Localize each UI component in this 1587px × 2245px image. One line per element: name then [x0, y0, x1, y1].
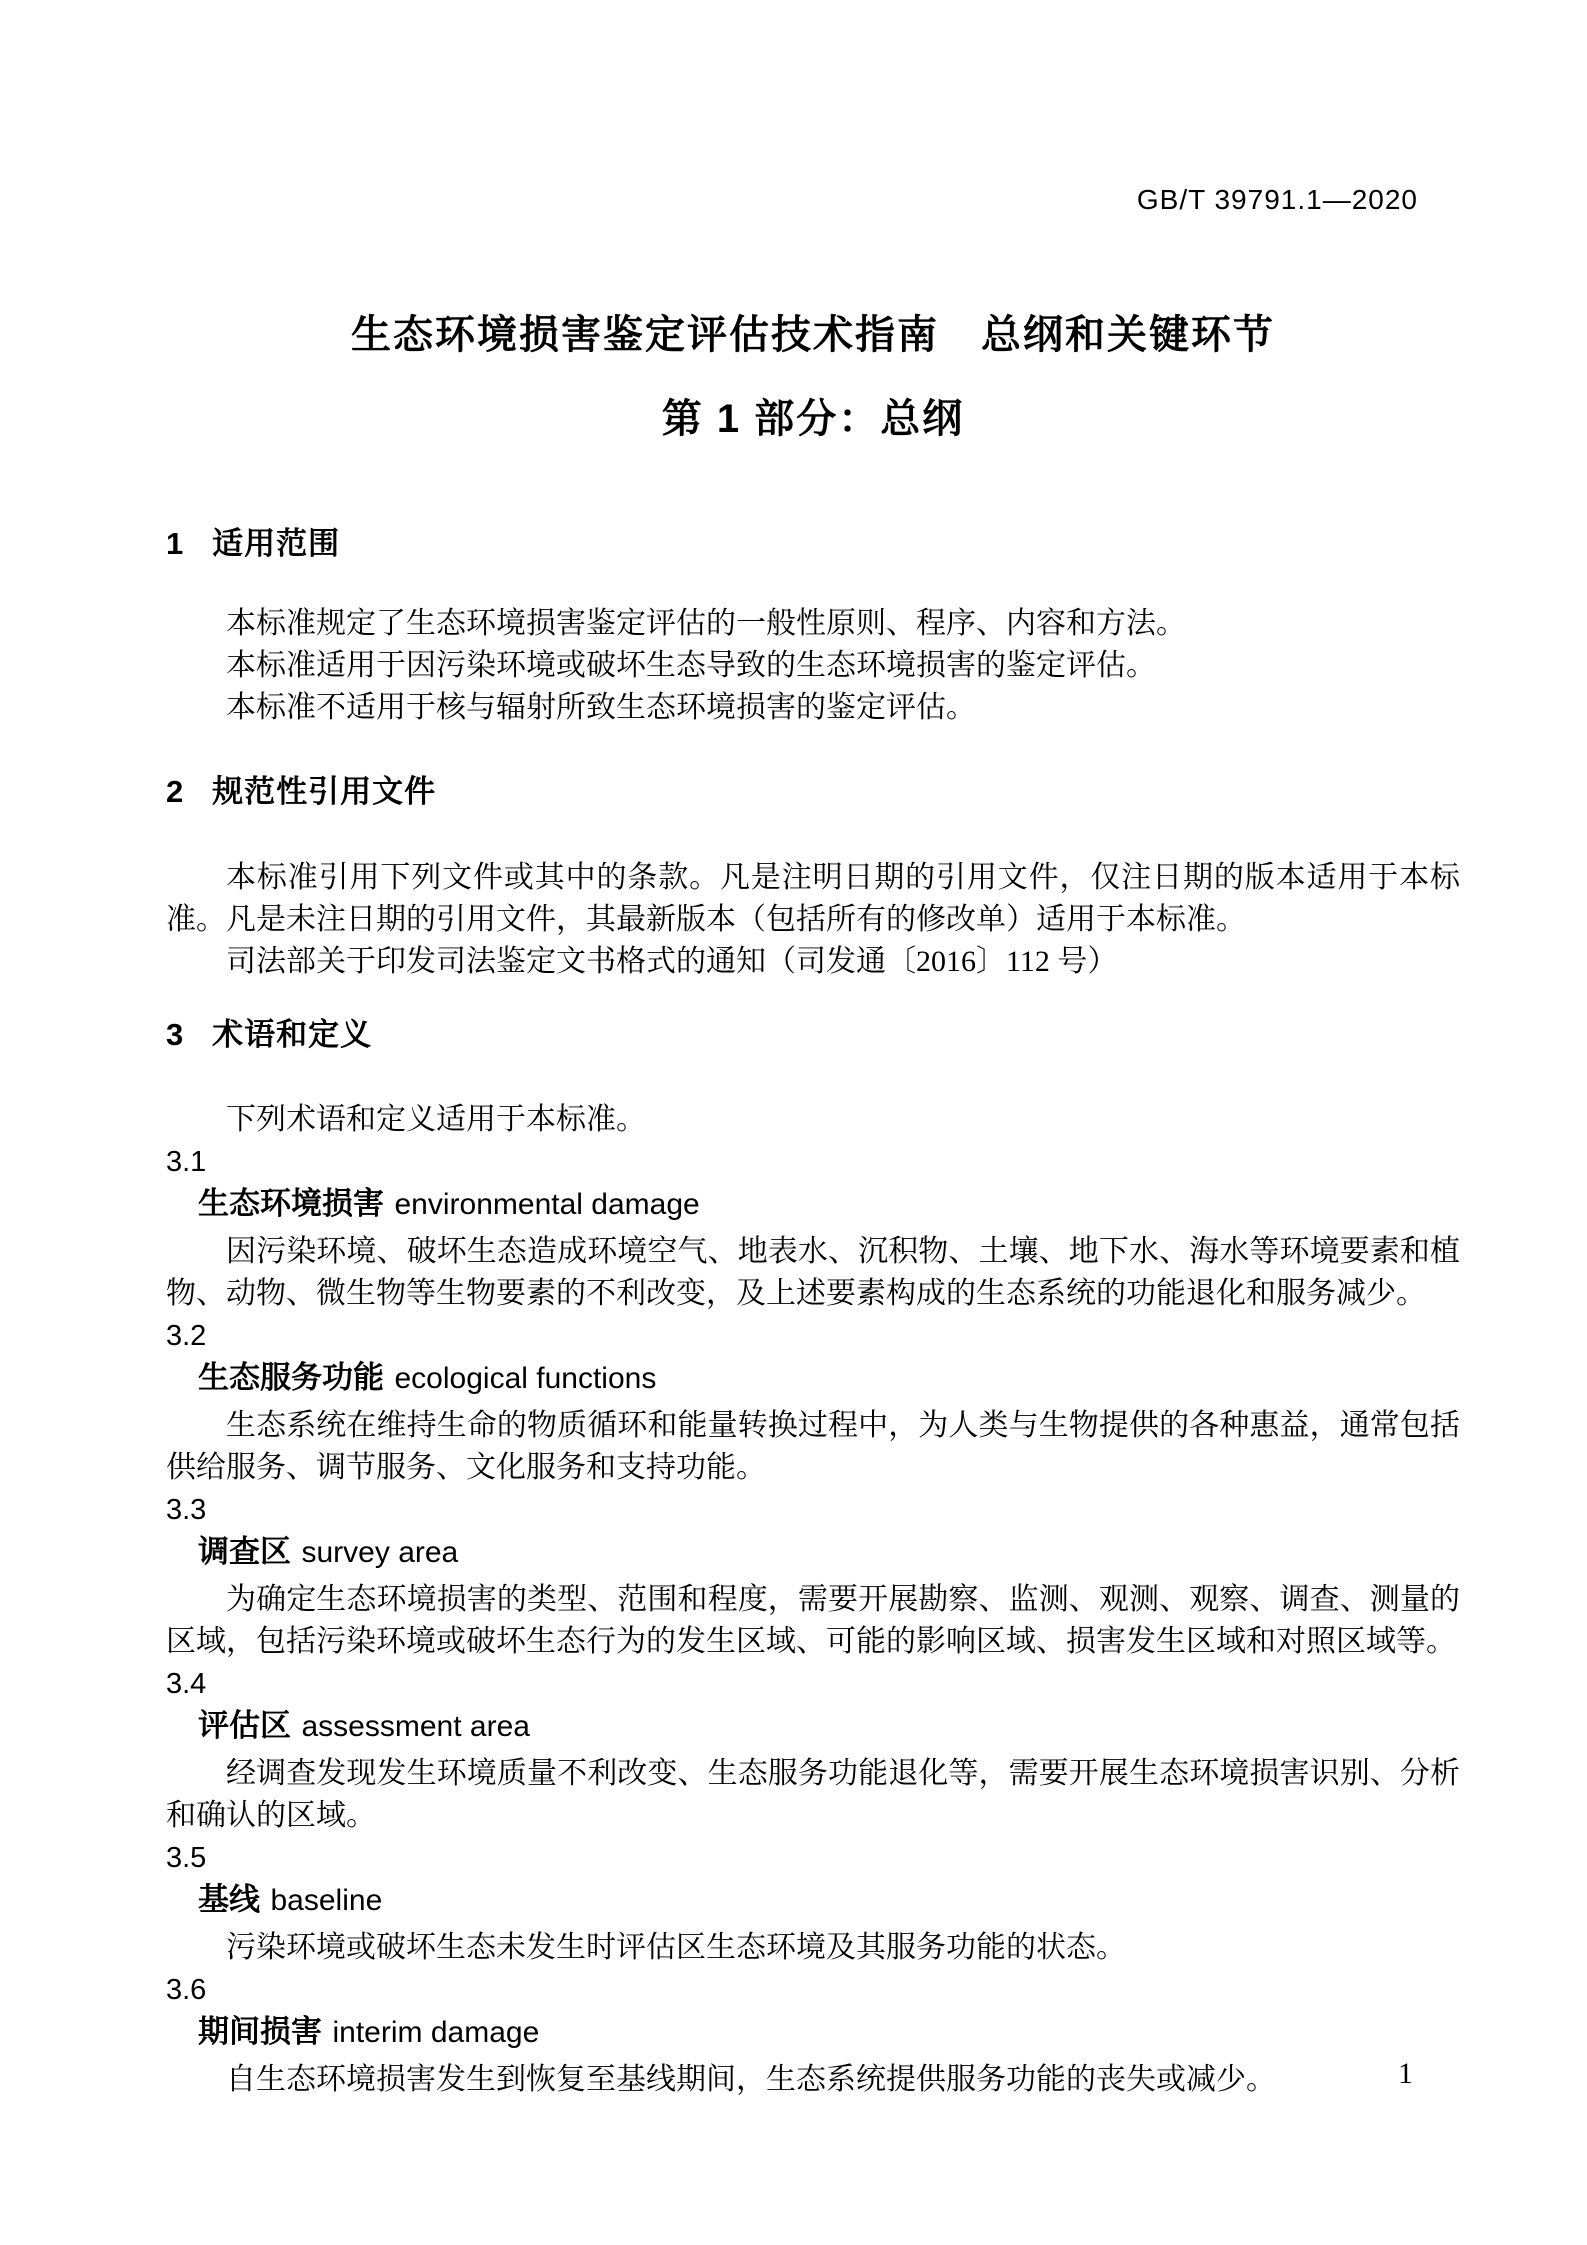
term-name-zh: 调查区 [198, 1534, 291, 1569]
term-definition: 经调查发现发生环境质量不利改变、生态服务功能退化等，需要开展生态环境损害识别、分析和确认的区域。 [166, 1757, 1460, 1832]
term-entry [166, 1489, 1460, 1663]
paragraph: 本标准引用下列文件或其中的条款。凡是注明日期的引用文件，仅注日期的版本适用于本标准。凡是未注日期的引用文件，其最新版本（包括所有的修改单）适用于本标准。 [166, 861, 1460, 936]
term-title [166, 1879, 1460, 1927]
term-name-en: ecological functions [394, 1362, 657, 1395]
term-number: 3.3 [166, 1494, 207, 1526]
section-3-number: 3 [166, 1017, 185, 1052]
term-definition: 生态系统在维持生命的物质循环和能量转换过程中，为人类与生物提供的各种惠益，通常包括供给服务、调节服务、文化服务和支持功能。 [166, 1409, 1460, 1484]
term-number: 3.6 [166, 1974, 207, 2006]
term-title [166, 1531, 1460, 1579]
term-number: 3.2 [166, 1320, 207, 1352]
term-title [166, 1357, 1460, 1405]
term-title [166, 2011, 1460, 2059]
paragraph: 本标准适用于因污染环境或破坏生态导致的生态环境损害的鉴定评估。 [226, 649, 1156, 682]
term-entry [166, 1663, 1460, 1837]
term-name-en: assessment area [301, 1710, 530, 1743]
term-entry [166, 1969, 1460, 2101]
term-name-en: baseline [270, 1884, 383, 1917]
paragraph: 本标准规定了生态环境损害鉴定评估的一般性原则、程序、内容和方法。 [226, 607, 1186, 640]
document-title-line2: 第 1 部分：总纲 [661, 397, 965, 441]
term-definition: 因污染环境、破坏生态造成环境空气、地表水、沉积物、土壤、地下水、海水等环境要素和植物、动物、微生物等生物要素的不利改变，及上述要素构成的生态系统的功能退化和服务减少。 [166, 1235, 1460, 1310]
page-number: 1 [1398, 2057, 1413, 2090]
section-2-heading [166, 770, 1460, 813]
term-definition: 污染环境或破坏生态未发生时评估区生态环境及其服务功能的状态。 [226, 1931, 1126, 1964]
term-title [166, 1183, 1460, 1231]
document-title [166, 307, 1460, 447]
term-name-zh: 生态服务功能 [198, 1360, 384, 1395]
page-content [0, 183, 1587, 2101]
section-1-title: 适用范围 [212, 526, 341, 561]
term-number: 3.1 [166, 1146, 207, 1178]
term-name-zh: 评估区 [198, 1708, 291, 1743]
section-1-heading [166, 522, 1460, 565]
term-number: 3.5 [166, 1842, 207, 1874]
term-name-zh: 生态环境损害 [198, 1186, 384, 1221]
term-entry [166, 1837, 1460, 1969]
paragraph: 本标准不适用于核与辐射所致生态环境损害的鉴定评估。 [226, 691, 976, 724]
term-entry [166, 1141, 1460, 1315]
term-name-en: interim damage [332, 2016, 540, 2049]
document-title-line1: 生态环境损害鉴定评估技术指南 总纲和关键环节 [351, 313, 1275, 357]
standard-number: GB/T 39791.1—2020 [1136, 184, 1418, 215]
section-scope [166, 522, 1460, 729]
term-name-en: environmental damage [394, 1188, 700, 1221]
section-normative-references [166, 770, 1460, 983]
section-1-number: 1 [166, 526, 185, 561]
term-name-zh: 基线 [198, 1882, 260, 1917]
term-definition: 自生态环境损害发生到恢复至基线期间，生态系统提供服务功能的丧失或减少。 [226, 2063, 1276, 2096]
term-name-en: survey area [301, 1536, 459, 1569]
term-definition: 为确定生态环境损害的类型、范围和程度，需要开展勘察、监测、观测、观察、调查、测量的区域，包括污染环境或破坏生态行为的发生区域、可能的影响区域、损害发生区域和对照区域等。 [166, 1583, 1460, 1658]
terms-intro: 下列术语和定义适用于本标准。 [226, 1103, 646, 1136]
term-name-zh: 期间损害 [198, 2014, 322, 2049]
section-2-title: 规范性引用文件 [212, 774, 437, 809]
term-entry [166, 1315, 1460, 1489]
section-2-number: 2 [166, 774, 185, 809]
section-3-heading [166, 1013, 1460, 1056]
section-3-title: 术语和定义 [212, 1017, 373, 1052]
section-terms-definitions [166, 1013, 1460, 2101]
reference-item: 司法部关于印发司法鉴定文书格式的通知（司发通〔2016〕112 号） [226, 945, 1118, 978]
term-number: 3.4 [166, 1668, 207, 1700]
term-title [166, 1705, 1460, 1753]
